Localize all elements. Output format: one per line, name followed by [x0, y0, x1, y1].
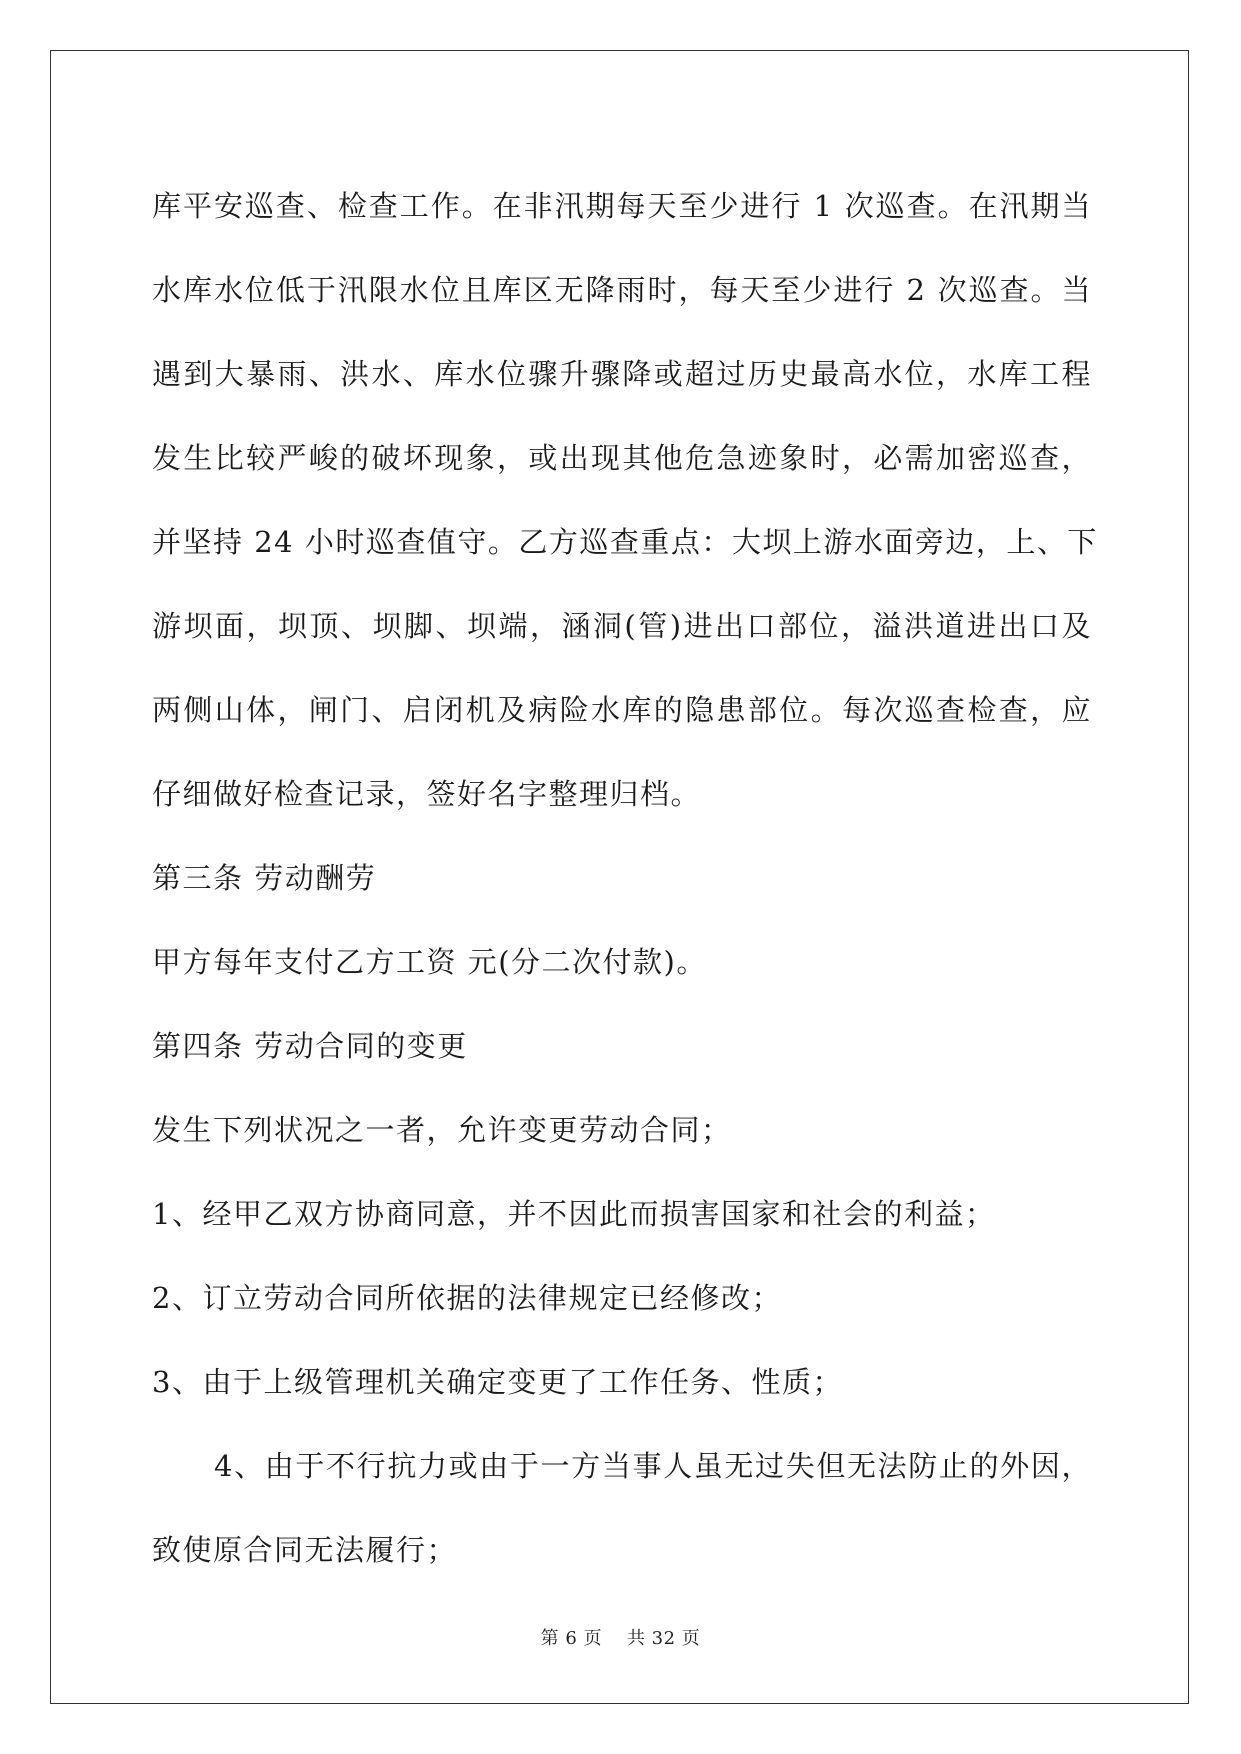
text-line: 发生比较严峻的破坏现象，或出现其他危急迹象时，必需加密巡查， [152, 441, 1092, 475]
article-4-heading: 第四条 劳动合同的变更 [152, 1029, 468, 1063]
list-item-4 [152, 1424, 1092, 1592]
text-line: 仔细做好检查记录，签好名字整理归档。 [152, 777, 702, 811]
text-line: 并坚持 24 小时巡查值守。乙方巡查重点：大坝上游水面旁边，上、下 [152, 525, 1098, 559]
text-line: 游坝面，坝顶、坝脚、坝端，涵洞(管)进出口部位，溢洪道进出口及 [152, 609, 1092, 643]
article-3-text: 甲方每年支付乙方工资 元(分二次付款)。 [152, 945, 707, 979]
list-item-3: 3、由于上级管理机关确定变更了工作任务、性质； [152, 1365, 843, 1399]
document-body [152, 164, 1098, 1592]
text-line: 两侧山体，闸门、启闭机及病险水库的隐患部位。每次巡查检查，应 [152, 693, 1092, 727]
page-number-footer: 第 6 页 共 32 页 [540, 1628, 701, 1649]
article-4-intro: 发生下列状况之一者，允许变更劳动合同； [152, 1113, 732, 1147]
text-line: 遇到大暴雨、洪水、库水位骤升骤降或超过历史最高水位，水库工程 [152, 357, 1092, 391]
list-item-2: 2、订立劳动合同所依据的法律规定已经修改； [152, 1281, 782, 1315]
text-line: 水库水位低于汛限水位且库区无降雨时，每天至少进行 2 次巡查。当 [152, 273, 1092, 307]
text-line: 4、由于不行抗力或由于一方当事人虽无过失但无法防止的外因， [214, 1449, 1092, 1483]
list-item-1: 1、经甲乙双方协商同意，并不因此而损害国家和社会的利益； [152, 1197, 996, 1231]
text-line: 库平安巡查、检查工作。在非汛期每天至少进行 1 次巡查。在汛期当 [152, 189, 1092, 223]
article-3-heading: 第三条 劳动酬劳 [152, 861, 377, 895]
text-line: 致使原合同无法履行； [152, 1533, 458, 1567]
paragraph-inspection-duties [152, 164, 1098, 836]
